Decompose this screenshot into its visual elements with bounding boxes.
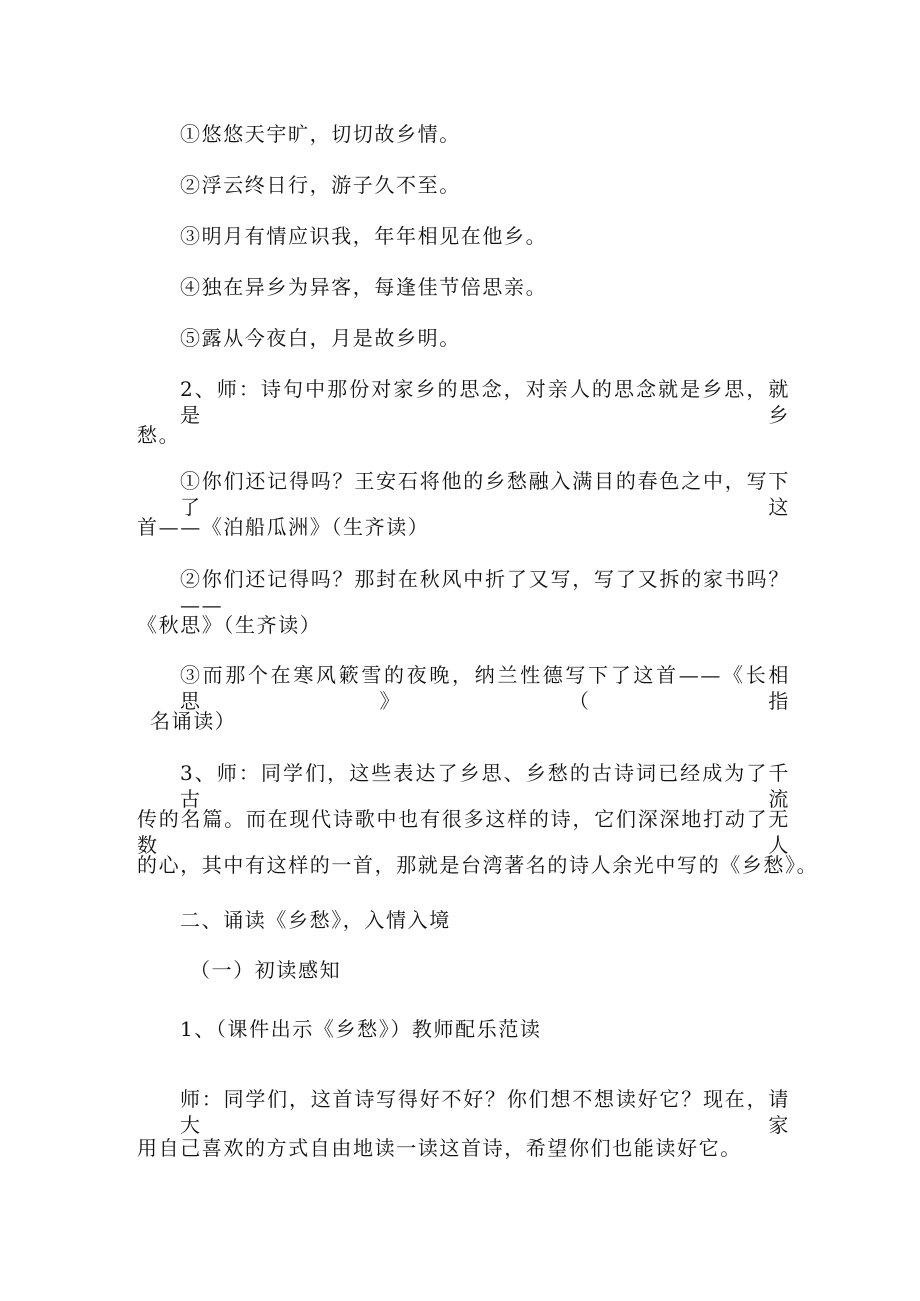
poem-line-1: ①悠悠天宇旷，切切故乡情。 xyxy=(180,122,461,146)
example-3-line-1: ③而那个在寒风簌雪的夜晚，纳兰性德写下了这首——《长相思》（指 xyxy=(180,663,790,713)
teacher-instruction-line-1: 师：同学们，这首诗写得好不好？你们想不想读好它？现在，请大家 xyxy=(180,1087,790,1137)
poem-line-5: ⑤露从今夜白，月是故乡明。 xyxy=(180,326,461,350)
poem-line-3: ③明月有情应识我，年年相见在他乡。 xyxy=(180,224,548,248)
example-2-line-2: 《秋思》（生齐读） xyxy=(137,613,322,637)
teacher-note-3-line-1: 3、师：同学们，这些表达了乡思、乡愁的古诗词已经成为了千古流 xyxy=(180,761,790,811)
step-1-heading: 1、（课件出示《乡愁》）教师配乐范读 xyxy=(180,1017,542,1041)
teacher-note-3-line-2: 传的名篇。而在现代诗歌中也有很多这样的诗，它们深深地打动了无数人 xyxy=(137,807,790,857)
teacher-note-2-line-2: 愁。 xyxy=(137,423,181,447)
example-1-line-2: 首——《泊船瓜洲》（生齐读） xyxy=(137,515,430,539)
teacher-note-3-line-3: 的心，其中有这样的一首，那就是台湾著名的诗人余光中写的《乡愁》。 xyxy=(137,853,819,877)
poem-line-4: ④独在异乡为异客，每逢佳节倍思亲。 xyxy=(180,275,548,299)
section-heading-2: 二、诵读《乡愁》，入情入境 xyxy=(180,908,451,932)
example-3-line-2: 名诵读） xyxy=(150,709,237,733)
subsection-heading-1: （一）初读感知 xyxy=(190,958,342,982)
example-2-line-1: ②你们还记得吗？那封在秋风中折了又写，写了又拆的家书吗？—— xyxy=(180,567,790,617)
teacher-note-2-line-1: 2、师：诗句中那份对家乡的思念，对亲人的思念就是乡思，就是乡 xyxy=(180,377,790,427)
teacher-instruction-line-2: 用自己喜欢的方式自由地读一读这首诗，希望你们也能读好它。 xyxy=(137,1136,742,1160)
poem-line-2: ②浮云终日行，游子久不至。 xyxy=(180,173,461,197)
example-1-line-1: ①你们还记得吗？王安石将他的乡愁融入满目的春色之中，写下了这 xyxy=(180,469,790,519)
